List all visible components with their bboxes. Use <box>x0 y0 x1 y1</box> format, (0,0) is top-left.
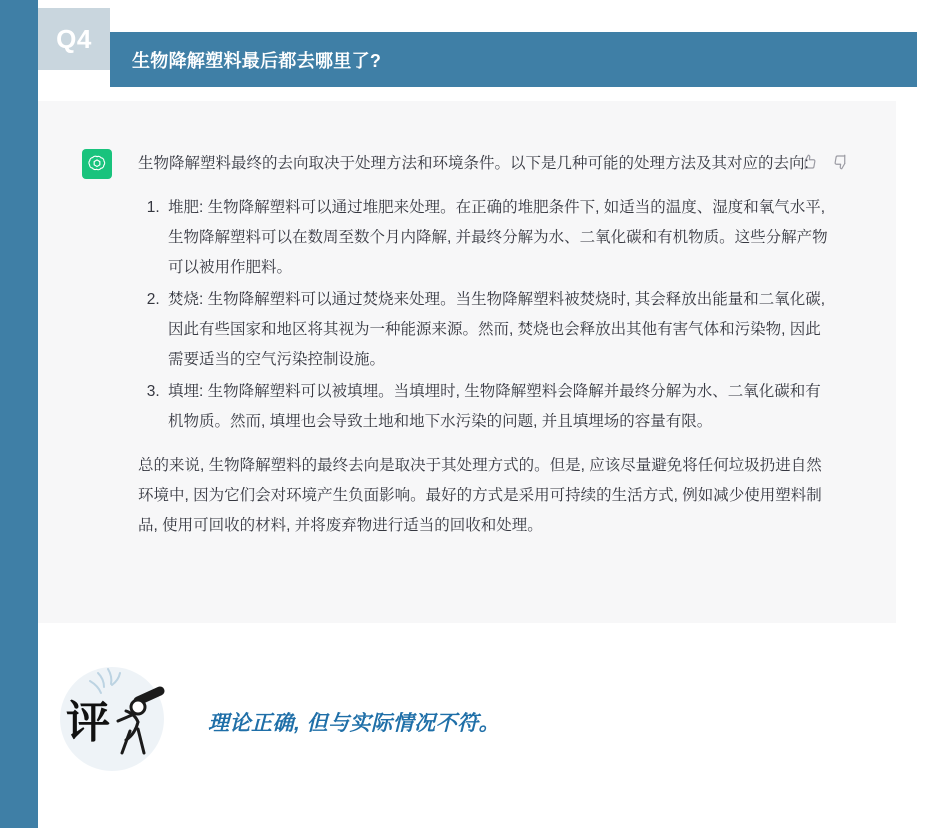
answer-body <box>138 149 828 555</box>
answer-panel <box>38 101 896 623</box>
reviewer-comment-row <box>38 645 896 805</box>
answer-list <box>138 193 828 437</box>
reviewer-comment-text: 理论正确, 但与实际情况不符。 <box>208 712 501 735</box>
question-title: 生物降解塑料最后都去哪里了? <box>132 50 382 71</box>
list-item: 2. 焚烧: 生物降解塑料可以通过焚烧来处理。当生物降解塑料被焚烧时, 其会释放出能量和二氧化碳, 因此有些国家和地区将其视为一种能源来源。然而, 焚烧也会释放出其他有害气体和污染物, 因此需要适当的空气污染控制设施。 <box>164 285 828 375</box>
answer-conclusion: 总的来说, 生物降解塑料的最终去向是取决于其处理方式的。但是, 应该尽量避免将任何垃圾扔进自然环境中, 因为它们会对环境产生负面影响。最好的方式是采用可持续的生活方式, 例如减少使用塑料制品, 使用可回收的材料, 并将废弃物进行适当的回收和处理。 <box>138 457 822 534</box>
question-number-badge: Q4 <box>38 8 110 70</box>
openai-logo-icon <box>82 149 112 179</box>
reviewer-stamp-icon <box>46 645 186 785</box>
answer-inner <box>66 127 868 603</box>
thumbs-down-icon[interactable] <box>832 153 850 171</box>
question-bar <box>110 32 917 87</box>
answer-intro: 生物降解塑料最终的去向取决于处理方法和环境条件。以下是几种可能的处理方法及其对应的去向: <box>138 155 809 172</box>
svg-text:评: 评 <box>66 697 110 748</box>
list-item: 3. 填埋: 生物降解塑料可以被填埋。当填埋时, 生物降解塑料会降解并最终分解为水、二氧化碳和有机物质。然而, 填埋也会导致土地和地下水污染的问题, 并且填埋场的容量有限。 <box>164 377 828 437</box>
list-item: 1. 堆肥: 生物降解塑料可以通过堆肥来处理。在正确的堆肥条件下, 如适当的温度、湿度和氧气水平, 生物降解塑料可以在数周至数个月内降解, 并最终分解为水、二氧化碳和有机物质。这些分解产物可以被用作肥料。 <box>164 193 828 283</box>
left-accent-bar <box>0 0 38 828</box>
